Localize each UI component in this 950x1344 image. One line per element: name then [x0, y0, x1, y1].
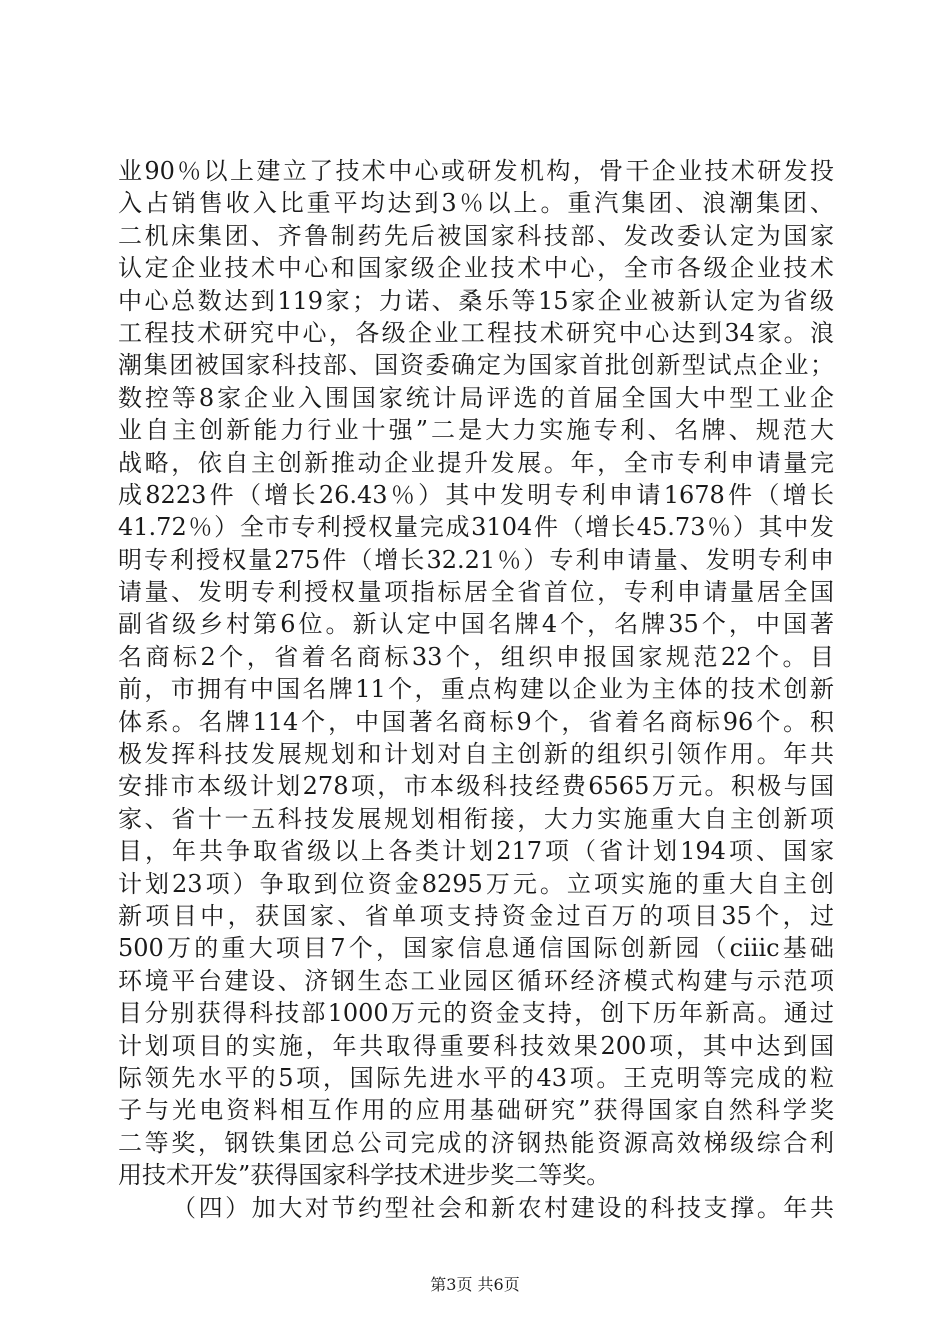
text-line: 明专利授权量275件（增长32.21％）专利申请量、发明专利申	[118, 545, 834, 574]
text-line: 500万的重大项目7个，国家信息通信国际创新园（ciiic基础	[118, 934, 834, 963]
text-line: 数控等8家企业入围国家统计局评选的首届全国大中型工业企	[118, 383, 834, 412]
text-line: 家、省十一五科技发展规划相衔接，大力实施重大自主创新项	[118, 804, 834, 833]
text-line: 业90％以上建立了技术中心或研发机构，骨干企业技术研发投	[118, 157, 834, 185]
text-line: 际领先水平的5项，国际先进水平的43项。王克明等完成的粒	[118, 1063, 834, 1092]
text-line: 目，年共争取省级以上各类计划217项（省计划194项、国家	[118, 837, 834, 866]
text-line: 环境平台建设、济钢生态工业园区循环经济模式构建与示范项	[118, 966, 834, 995]
text-line: 入占销售收入比重平均达到3％以上。重汽集团、浪潮集团、	[118, 189, 834, 218]
text-line: 41.72％）全市专利授权量完成3104件（增长45.73％）其中发	[118, 513, 834, 542]
text-line: 用技术开发”获得国家科学技术进步奖二等奖。	[118, 1161, 611, 1190]
text-line: 二机床集团、齐鲁制药先后被国家科技部、发改委认定为国家	[118, 221, 834, 250]
text-line: 潮集团被国家科技部、国资委确定为国家首批创新型试点企业；	[118, 351, 834, 380]
text-line: 体系。名牌114个，中国著名商标9个，省着名商标96个。积	[118, 707, 834, 736]
text-line: 副省级乡村第6位。新认定中国名牌4个，名牌35个，中国著	[118, 610, 834, 639]
text-line: 工程技术研究中心，各级企业工程技术研究中心达到34家。浪	[118, 318, 834, 347]
text-line: 前，市拥有中国名牌11个，重点构建以企业为主体的技术创新	[118, 675, 834, 704]
section-heading-line: （四）加大对节约型社会和新农村建设的科技支撑。年共	[172, 1193, 834, 1222]
text-line: 业自主创新能力行业十强”二是大力实施专利、名牌、规范大	[118, 416, 834, 445]
text-line: 新项目中，获国家、省单项支持资金过百万的项目35个，过	[118, 901, 834, 930]
text-line: 名商标2个，省着名商标33个，组织申报国家规范22个。目	[118, 642, 834, 671]
text-line: 二等奖，钢铁集团总公司完成的济钢热能资源高效梯级综合利	[118, 1128, 834, 1157]
text-line: 子与光电资料相互作用的应用基础研究”获得国家自然科学奖	[118, 1096, 834, 1125]
text-line: 认定企业技术中心和国家级企业技术中心，全市各级企业技术	[118, 254, 834, 283]
text-line: 成8223件（增长26.43％）其中发明专利申请1678件（增长	[118, 480, 834, 509]
text-line: 计划项目的实施，年共取得重要科技效果200项，其中达到国	[118, 1031, 834, 1060]
text-line: 请量、发明专利授权量项指标居全省首位，专利申请量居全国	[118, 578, 834, 607]
text-line: 战略，依自主创新推动企业提升发展。年，全市专利申请量完	[118, 448, 834, 477]
text-line: 安排市本级计划278项，市本级科技经费6565万元。积极与国	[118, 772, 834, 801]
text-line: 极发挥科技发展规划和计划对自主创新的组织引领作用。年共	[118, 740, 834, 769]
text-line: 目分别获得科技部1000万元的资金支持，创下历年新高。通过	[118, 999, 834, 1028]
text-line: 中心总数达到119家；力诺、桑乐等15家企业被新认定为省级	[118, 286, 834, 315]
page-footer: 第3页 共6页	[430, 1275, 520, 1294]
text-line: 计划23项）争取到位资金8295万元。立项实施的重大自主创	[118, 869, 834, 898]
body-text	[118, 155, 834, 1224]
